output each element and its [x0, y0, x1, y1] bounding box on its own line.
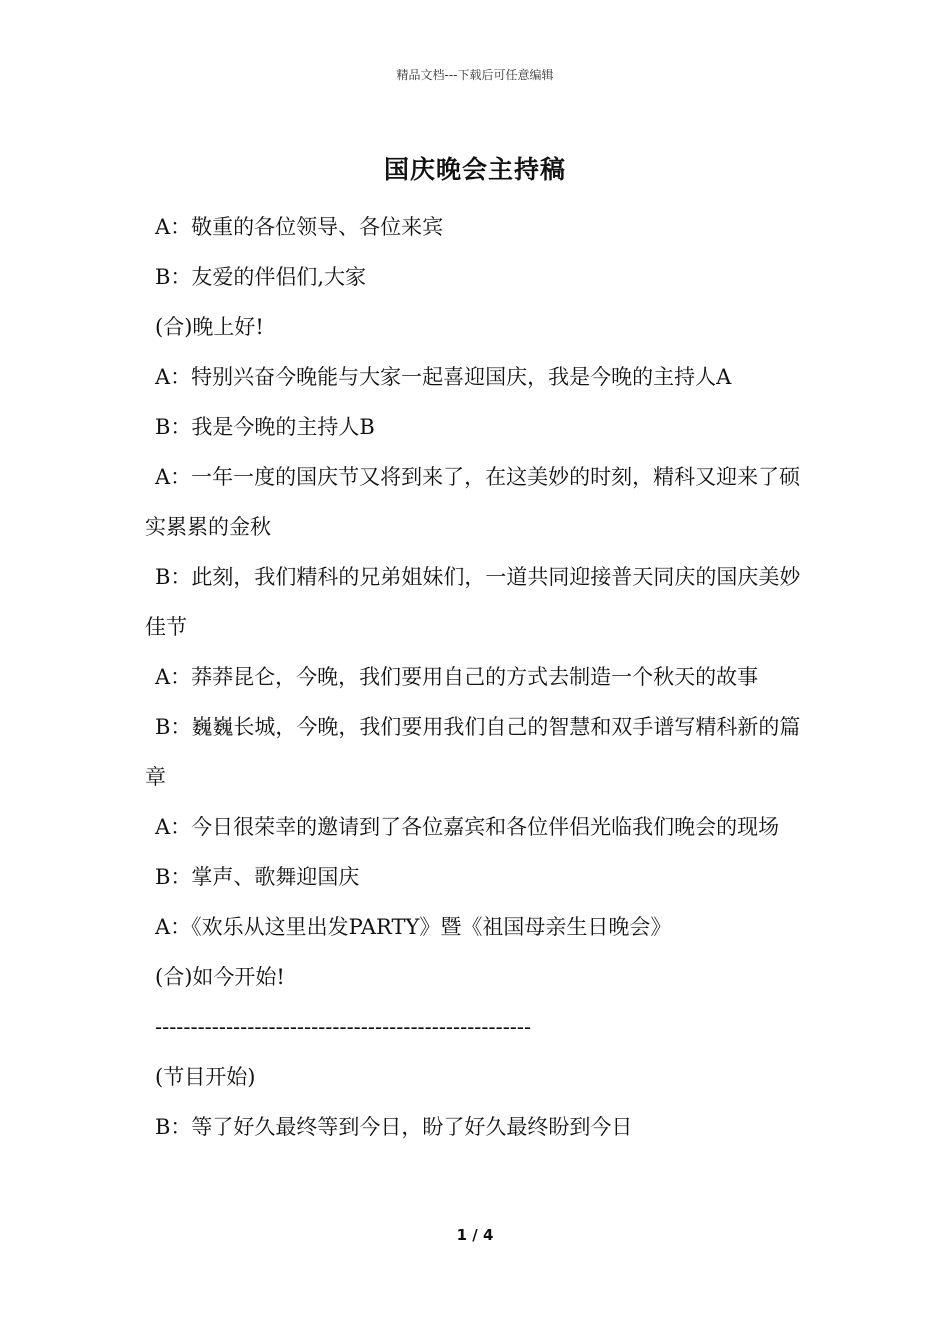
- paragraph: A：特别兴奋今晚能与大家一起喜迎国庆，我是今晚的主持人A: [155, 365, 732, 389]
- paragraph: A：敬重的各位领导、各位来宾: [155, 215, 444, 239]
- paragraph: B：巍巍长城，今晚，我们要用我们自己的智慧和双手谱写精科新的篇章: [145, 715, 801, 789]
- paragraph: (合)如今开始!: [155, 965, 285, 989]
- paragraph: (合)晚上好!: [155, 315, 264, 339]
- paragraph: A：今日很荣幸的邀请到了各位嘉宾和各位伴侣光临我们晚会的现场: [155, 815, 780, 839]
- page-number: 1 / 4: [456, 1226, 494, 1244]
- paragraph: A：《欢乐从这里出发PARTY》暨《祖国母亲生日晚会》: [155, 915, 672, 939]
- document-body: [145, 202, 810, 1152]
- paragraph: B：此刻，我们精科的兄弟姐妹们，一道共同迎接普天同庆的国庆美妙佳节: [145, 565, 801, 639]
- paragraph: B：掌声、歌舞迎国庆: [155, 865, 360, 889]
- paragraph: B：友爱的伴侣们,大家: [155, 265, 367, 289]
- document-title: 国庆晚会主持稿: [383, 155, 566, 184]
- header-note: 精品文档---下载后可任意编辑: [396, 68, 554, 82]
- divider-line: -----------------------------------------------------: [155, 1015, 532, 1039]
- paragraph: B：我是今晚的主持人B: [155, 415, 375, 439]
- paragraph: (节目开始): [155, 1065, 256, 1089]
- paragraph: A：一年一度的国庆节又将到来了，在这美妙的时刻，精科又迎来了硕实累累的金秋: [145, 465, 801, 539]
- paragraph: A：莽莽昆仑，今晚，我们要用自己的方式去制造一个秋天的故事: [155, 665, 759, 689]
- paragraph: B：等了好久最终等到今日，盼了好久最终盼到今日: [155, 1115, 633, 1139]
